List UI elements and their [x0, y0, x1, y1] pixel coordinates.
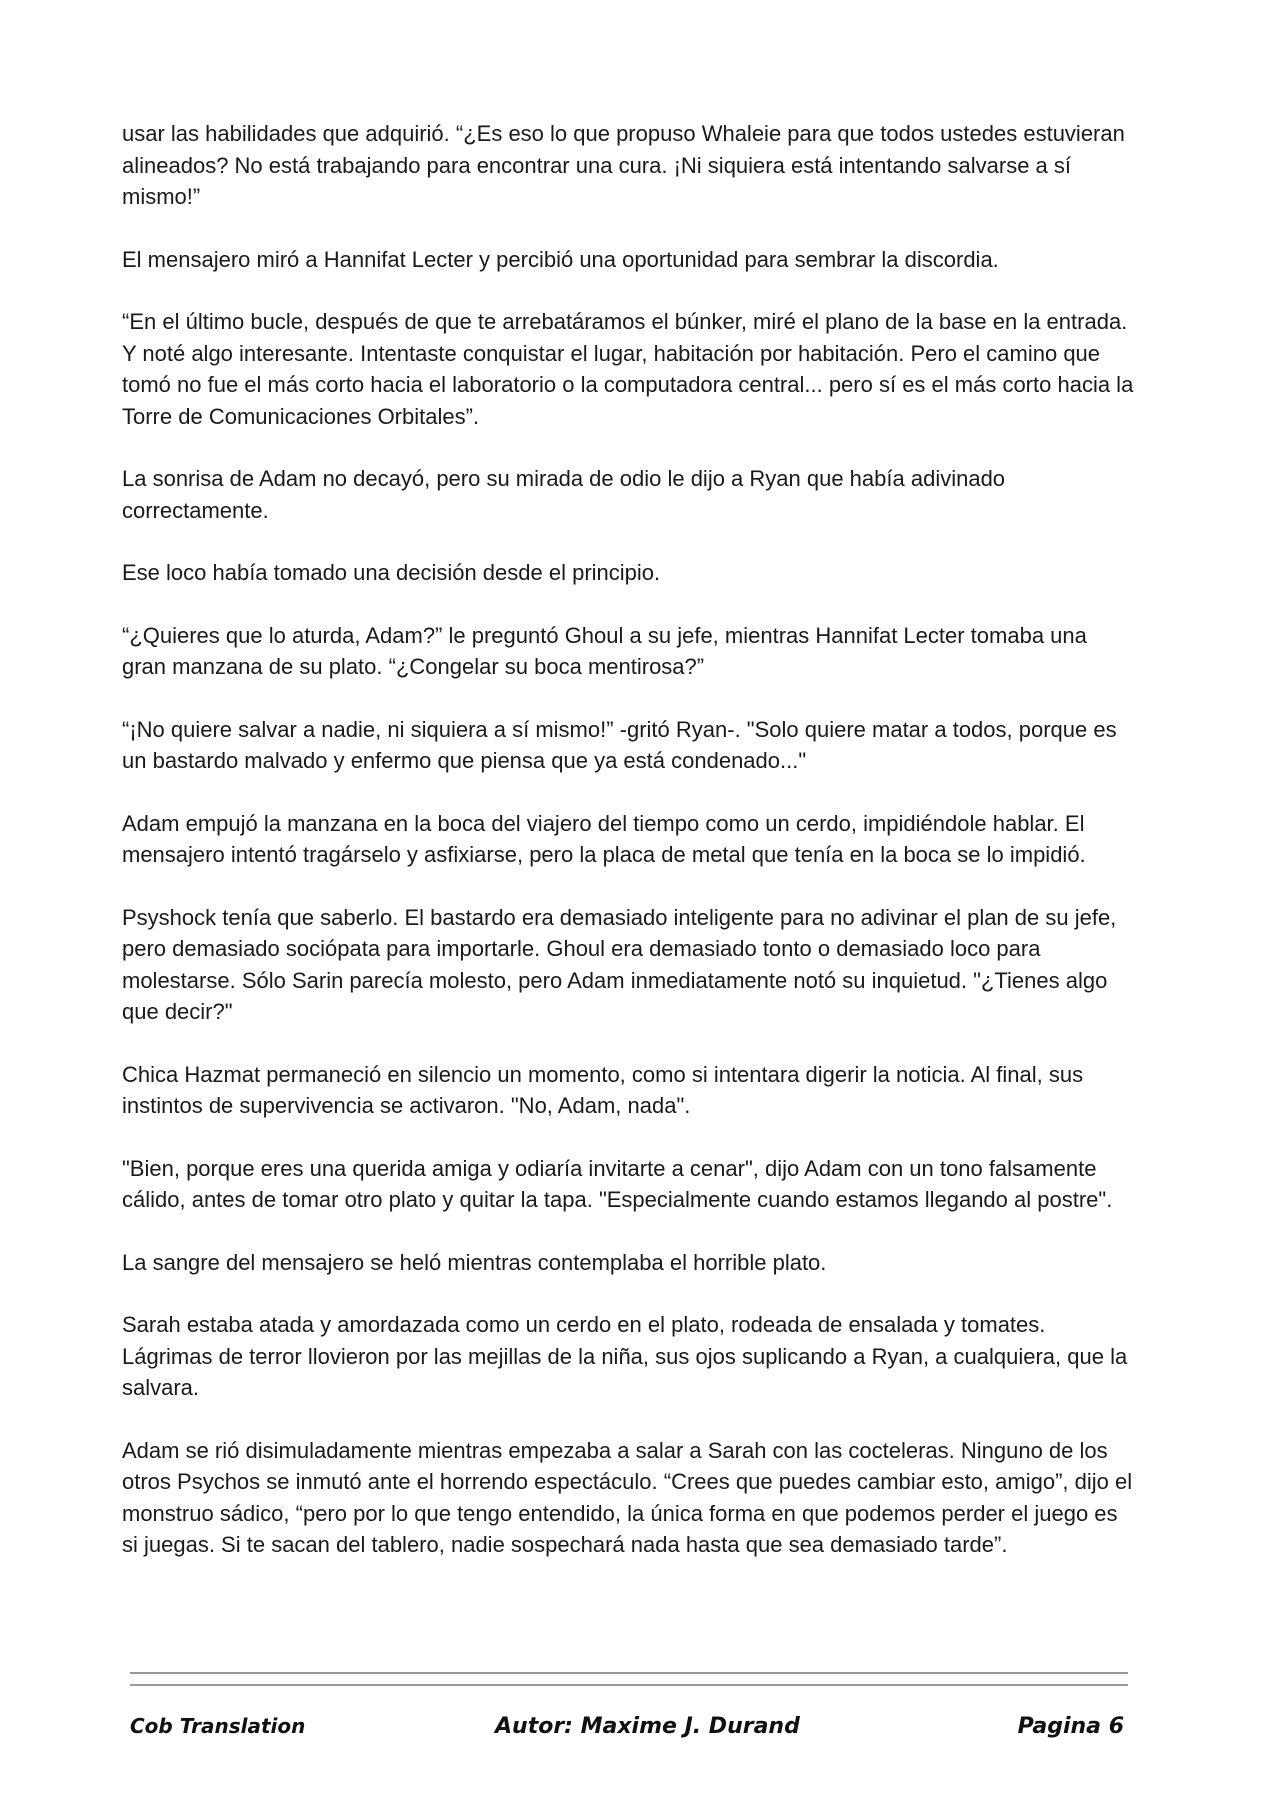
paragraph: Ese loco había tomado una decisión desde el principio. — [122, 560, 661, 585]
paragraph: Chica Hazmat permaneció en silencio un momento, como si intentara digerir la noticia. Al final, sus instintos de supervivencia se activaron. "No, Adam, nada". — [122, 1061, 1084, 1118]
paragraph: Sarah estaba atada y amordazada como un cerdo en el plato, rodeada de ensalada y tomates. Lágrimas de terror llovieron por las mejillas de la niña, sus ojos suplicando a Ryan, a cualquiera, que la salvara. — [122, 1312, 1128, 1400]
paragraph: Adam se rió disimuladamente mientras empezaba a salar a Sarah con las cocteleras. Ninguno de los otros Psychos se inmutó ante el horrendo espectáculo. “Crees que puedes cambiar esto, amigo”, dijo el monstruo sádico, “pero por lo que tengo entendido, la única forma en que podemos perder el juego es si juegas. Si te sacan del tablero, nadie sospechará nada hasta que sea demasiado tarde”. — [122, 1437, 1133, 1557]
paragraph: La sangre del mensajero se heló mientras contemplaba el horrible plato. — [122, 1249, 827, 1275]
paragraph: usar las habilidades que adquirió. “¿Es eso lo que propuso Whaleie para que todos ustedes estuvieran alineados? No está trabajando para encontrar una cura. ¡Ni siquiera está intentando salvarse a sí mismo!” — [122, 121, 1125, 209]
paragraph: El mensajero miró a Hannifat Lecter y percibió una oportunidad para sembrar la discordia. — [122, 246, 999, 272]
paragraph: "Bien, porque eres una querida amiga y odiaría invitarte a cenar", dijo Adam con un tono falsamente cálido, antes de tomar otro plato y quitar la tapa. "Especialmente cuando estamos llegando al postre". — [122, 1155, 1113, 1212]
paragraph: “En el último bucle, después de que te arrebatáramos el búnker, miré el plano de la base en la entrada. Y noté algo interesante. Intentaste conquistar el lugar, habitación por habitación. Pero el camino que tomó no fue el más corto hacia el laboratorio o la computadora central... pero sí es el más corto hacia la Torre de Comunicaciones Orbitales”. — [122, 309, 1134, 429]
paragraph: “¿Quieres que lo aturda, Adam?” le preguntó Ghoul a su jefe, mientras Hannifat Lecter tomaba una gran manzana de su plato. “¿Congelar su boca mentirosa?” — [122, 622, 1087, 679]
paragraph: “¡No quiere salvar a nadie, ni siquiera a sí mismo!” -gritó Ryan-. "Solo quiere matar a todos, porque es un bastardo malvado y enfermo que piensa que ya está condenado..." — [122, 716, 1117, 773]
body-text — [122, 118, 1134, 1592]
footer-page-number: Pagina 6 — [1017, 1714, 1124, 1739]
paragraph: La sonrisa de Adam no decayó, pero su mirada de odio le dijo a Ryan que había adivinado correctamente. — [122, 466, 1006, 523]
footer-divider-bottom — [130, 1684, 1128, 1686]
paragraph: Psyshock tenía que saberlo. El bastardo era demasiado inteligente para no adivinar el plan de su jefe, pero demasiado sociópata para importarle. Ghoul era demasiado tonto o demasiado loco para molestarse. Sólo Sarin parecía molesto, pero Adam inmediatamente notó su inquietud. "¿Tienes algo que decir?" — [122, 904, 1117, 1024]
page-footer — [130, 1714, 1128, 1748]
footer-translator: Cob Translation — [130, 1714, 306, 1738]
paragraph: Adam empujó la manzana en la boca del viajero del tiempo como un cerdo, impidiéndole hablar. El mensajero intentó tragárselo y asfixiarse, pero la placa de metal que tenía en la boca se lo impidió. — [122, 810, 1086, 867]
footer-author: Autor: Maxime J. Durand — [495, 1714, 800, 1739]
footer-divider-top — [130, 1672, 1128, 1674]
